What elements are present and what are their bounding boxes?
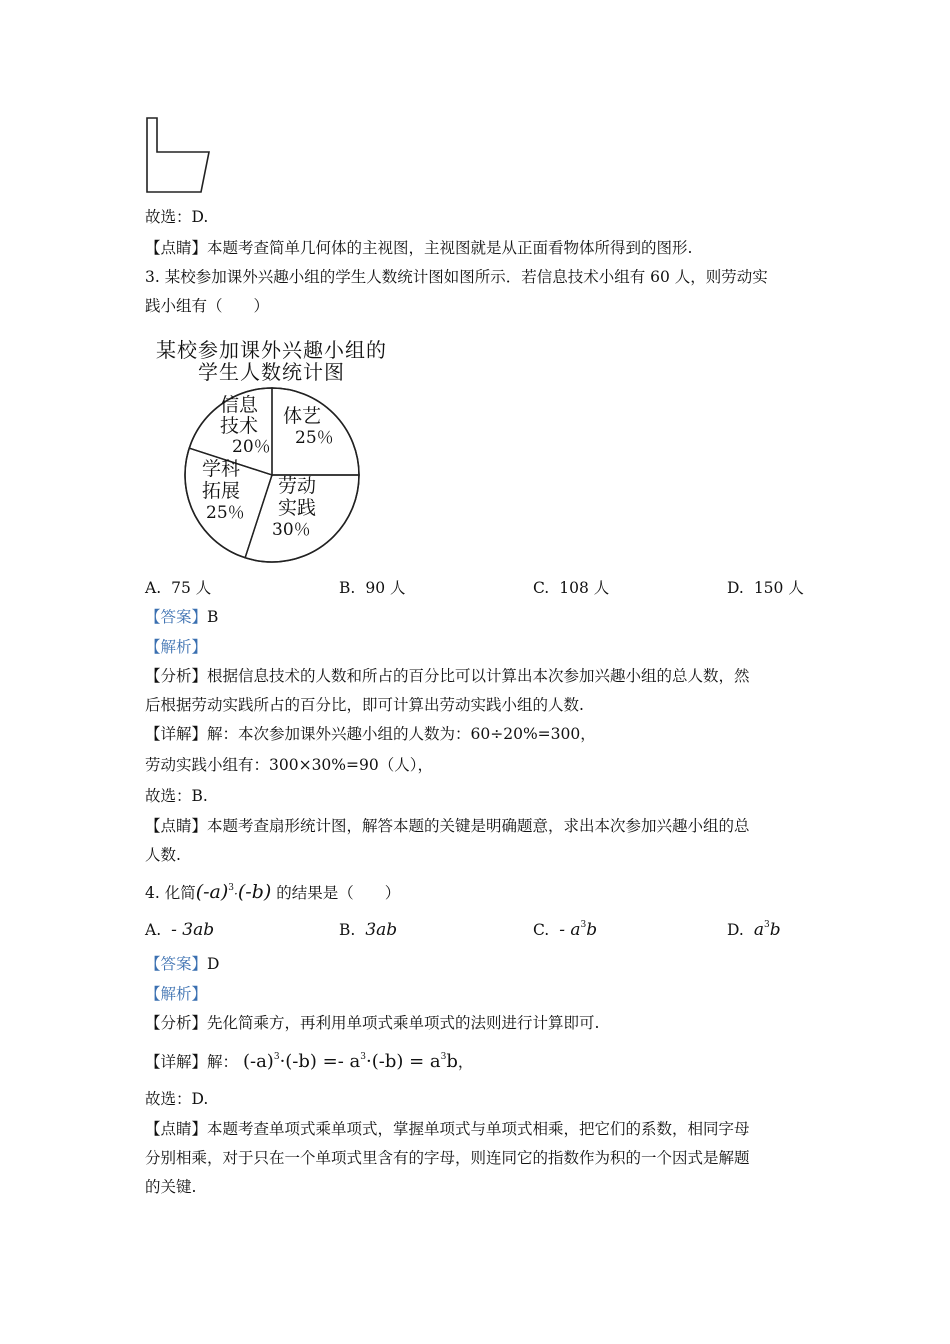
q3-analysis-tag: 【解析】 xyxy=(145,638,208,656)
q3-option-c: C. 108 人 xyxy=(533,579,610,597)
q4-answer: 【答案】D xyxy=(145,955,220,973)
q4-stem: 4. 化简$(-a)^3\cdot(-b)$ 的结果是（ ） xyxy=(145,881,401,903)
q4-analysis-tag: 【解析】 xyxy=(145,985,208,1003)
q4-option-c: C. - $a^3b$ xyxy=(533,920,598,940)
chart-title: 某校参加课外兴趣小组的 xyxy=(156,338,387,362)
chart-subtitle: 学生人数统计图 xyxy=(198,360,345,384)
q4-option-a: A. - 3ab xyxy=(145,920,215,940)
q3-detail-line2: 劳动实践小组有：300×30%=90（人）， xyxy=(145,756,433,774)
slice-label-tiyi: 体艺 25％ xyxy=(283,405,334,448)
q2-conclusion: 故选：D. xyxy=(145,208,209,226)
q3-fenxi-line1: 【分析】根据信息技术的人数和所占的百分比可以计算出本次参加兴趣小组的总人数，然 xyxy=(145,667,750,685)
q3-fenxi-line2: 后根据劳动实践所占的百分比，即可计算出劳动实践小组的人数. xyxy=(145,696,584,714)
q3-option-d: D. 150 人 xyxy=(727,579,804,597)
q4-detail: 【详解】解： $(-a)^3\cdot(-b) =- a^3\cdot(-b) = a^3b$， xyxy=(145,1051,474,1072)
q4-comment-line1: 【点睛】本题考查单项式乘单项式，掌握单项式与单项式相乘，把它们的系数，相同字母 xyxy=(145,1120,750,1138)
slice-label-xueke: 学科 拓展 25％ xyxy=(202,458,245,523)
q3-comment-line2: 人数. xyxy=(145,846,181,864)
q4-option-d: D. $a^3b$ xyxy=(727,920,781,940)
q4-option-b: B. 3ab xyxy=(339,920,398,940)
q4-conclusion: 故选：D. xyxy=(145,1090,209,1108)
q3-answer: 【答案】B xyxy=(145,608,219,626)
q3-detail-line1: 【详解】解：本次参加课外兴趣小组的人数为：60÷20%=300， xyxy=(145,725,596,743)
q3-option-a: A. 75 人 xyxy=(145,579,212,597)
q4-comment-line2: 分别相乘，对于只在一个单项式里含有的字母，则连同它的指数作为积的一个因式是解题 xyxy=(145,1149,750,1167)
q3-stem-line1: 3. 某校参加课外兴趣小组的学生人数统计图如图所示．若信息技术小组有 60 人，则劳动实 xyxy=(145,268,768,286)
q3-comment-line1: 【点睛】本题考查扇形统计图，解答本题的关键是明确题意，求出本次参加兴趣小组的总 xyxy=(145,817,750,835)
q4-fenxi: 【分析】先化简乘方，再利用单项式乘单项式的法则进行计算即可. xyxy=(145,1014,600,1032)
q3-stem-line2: 践小组有（ ） xyxy=(145,297,270,315)
q4-comment-line3: 的关键. xyxy=(145,1178,197,1196)
q3-option-b: B. 90 人 xyxy=(339,579,406,597)
front-view-figure xyxy=(143,114,213,196)
slice-label-xinxi: 信息 技术 20％ xyxy=(220,394,271,457)
slice-label-laodong: 劳动 实践 30％ xyxy=(272,475,317,540)
q2-comment: 【点睛】本题考查简单几何体的主视图，主视图就是从正面看物体所得到的图形. xyxy=(145,239,693,257)
q3-conclusion: 故选：B. xyxy=(145,787,208,805)
